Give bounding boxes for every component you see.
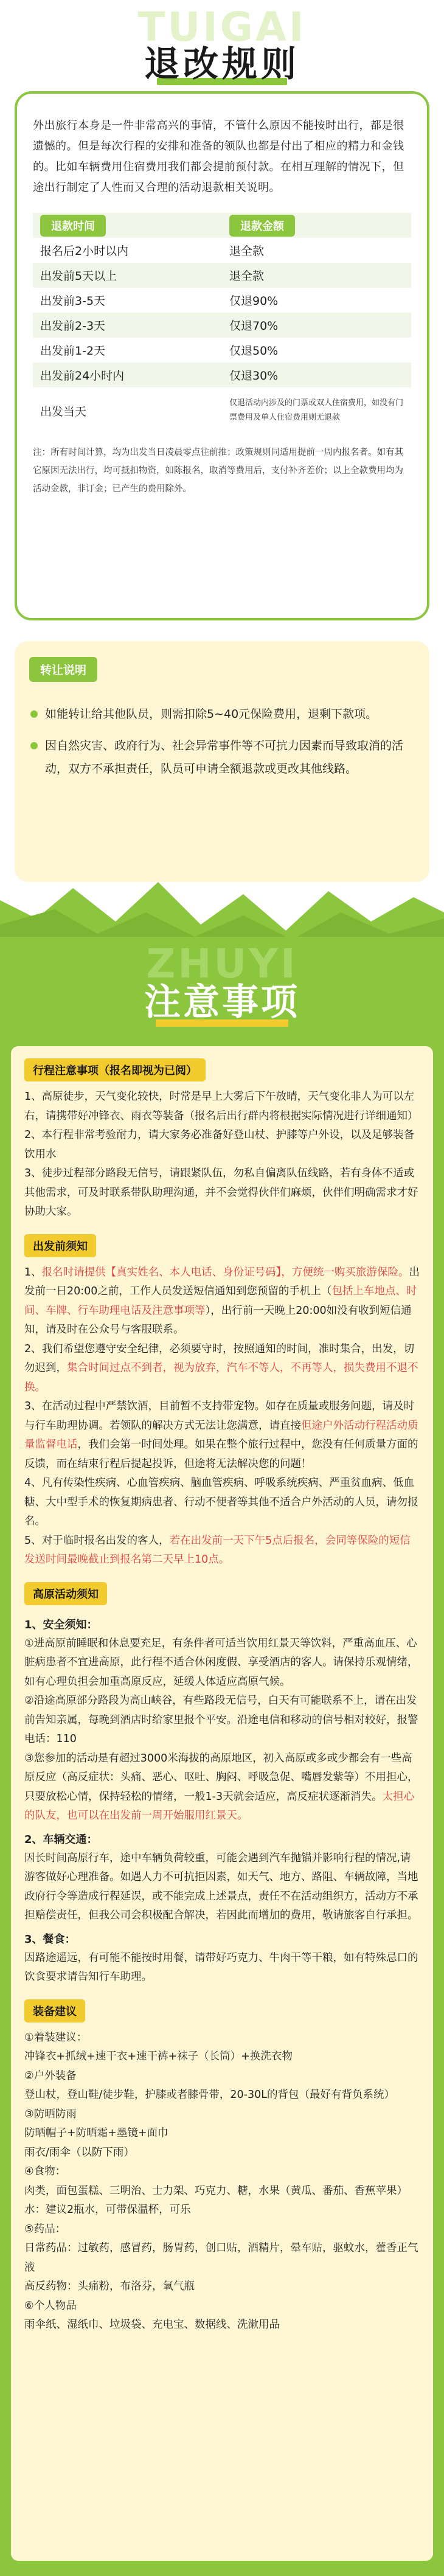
pre-departure-item-4: 4、凡有传染性疾病、心血管疾病、脑血管疾病、呼吸系统疾病、严重贫血病、低血糖、大中型手术的恢复期病患者、行动不便者等其他不适合户外活动的人员，请勿报名。 [24,1477,418,1527]
transfer-label: 转让说明 [29,657,97,682]
bullet-dot-icon [30,742,38,749]
itinerary-notice-title: 行程注意事项（报名即视为已阅） [24,1058,206,1081]
refund-rules-header [0,0,444,91]
gear-suggestion-title: 装备建议 [24,1999,85,2022]
itinerary-notice-text: 1、高原徒步，天气变化较快，时常是早上大雾后下午放晴，天气变化非人为可以左右，请携带好冲锋衣、雨衣等装备（报名后出行群内将根据实际情况进行详细通知） 2、本行程非常考验耐力，请大家务必准备好登山杖、护膝等户外设，以及足够装备饮用水 3、徒步过程部分路段无信号，请跟紧队伍，勿私自偏离队伍线路，若有身体不适或其他需求，可及时联系带队助理沟通，并不会觉得伙伴们麻烦，伙伴们明确需求才好协助大家。 [24,1091,418,1218]
transfer-list [29,703,415,780]
gear-suggestion-text: ①着装建议： 冲锋衣+抓绒+速干衣+速干裤+袜子（长筒）+换洗衣物 ②户外装备 登山杖，登山鞋/徒步鞋，护膝或者膝骨带，20-30L的背包（最好有背负系统） ③防晒防雨 防晒帽子+防晒霜+墨镜+面巾 雨衣/雨伞（以防下雨） ④食物： 肉类，面包蛋糕、三明治、士力架、巧克力、糖，水果（黄瓜、番茄、香蕉苹果） 水：建议2瓶水，可带保温杯，可乐 ⑤药品： 日常药品：过敏药，感冒药，肠胃药，创口贴，酒精片，晕车贴，驱蚊水，藿香正气液 高反药物：头痛粉，布洛芬，氧气瓶 ⑥个人物品 雨伞纸、湿纸巾、垃圾袋、充电宝、数据线、洗漱用品 [24,2031,418,2331]
refund-rules-card [15,91,429,620]
cell-time: 出发前1-2天 [33,338,222,363]
cell-time: 出发前2-3天 [33,313,222,338]
refund-table [33,213,411,434]
cell-time: 出发前5天以上 [33,263,222,288]
table-row [33,263,411,288]
meals-text: 因路途遥远，有可能不能按时用餐，请带好巧克力、牛肉干等干粮，如有特殊忌口的饮食要求请告知行车助理。 [24,1951,418,1983]
pre-departure-item-5: 5、对于临时报名出发的客人，若在出发前一天下午5点后报名，会同等保险的短信发送时间最晚截止到报名第二天早上10点。 [24,1534,411,1566]
table-row [33,387,411,434]
rules-intro: 外出旅行本身是一件非常高兴的事情，不管什么原因不能按时出行，都是很遗憾的。但是每次行程的安排和准备的领队也都是付出了相应的精力和金钱的。比如车辆费用住宿费用我们都会提前预付款。在相互理解的情况下，但途出行制定了人性而又合理的活动退款相关说明。 [33,119,404,194]
pre-departure-item-1: 1、报名时请提供【真实姓名、本人电话、身份证号码】，方便统一购买旅游保险。出发前一日20:00之前，工作人员发送短信通知到您预留的手机上（包括上车地点、时间、车牌、行车助理电话及注意事项等），出行前一天晚上20:00如没有收到短信通知，请及时在公众号与客服联系。 [24,1266,420,1336]
transport-subtitle: 2、车辆交通： [24,1833,98,1846]
page-title: 退改规则 [144,43,300,85]
safety-subtitle: 1、安全须知： [24,1618,98,1631]
section-title: 注意事项 [144,981,300,1024]
pre-departure-item-2: 2、我们希望您遵守安全纪律，必须要守时，按照通知的时间，准时集合，出发，切勿迟到，集合时间过点不到者，视为放弃，汽车不等人，不再等人，损失费用不退不换。 [24,1342,418,1394]
pre-departure-item-3: 3、在活动过程中严禁饮酒，目前暂不支持带宠物。如存在质量或服务问题，请及时与行车助理协调。若领队的解决方式无法让您满意，请直接但途户外活动行程活动质量监督电话，我们会第一时间处理。如果在整个旅行过程中，您没有任何质量方面的反馈，而在结束行程后提起投诉，但途将无法解决您的问题！ [24,1400,418,1470]
pre-departure-title: 出发前须知 [24,1234,96,1257]
notice-card [11,1046,433,2561]
cell-amount: 仅退50% [222,338,411,363]
cell-amount: 退全款 [222,263,411,288]
list-item [29,703,415,726]
table-row [33,338,411,363]
cell-time: 报名后2小时以内 [33,238,222,263]
table-row [33,288,411,313]
list-item [29,734,415,780]
cell-time: 出发前3-5天 [33,288,222,313]
cell-amount: 退全款 [222,238,411,263]
cell-amount: 仅退30% [222,363,411,387]
list-item-text: 因自然灾害、政府行为、社会异常事件等不可抗力因素而导致取消的活动，双方不承担责任，队员可申请全额退款或更改其他线路。 [45,739,404,776]
table-row [33,313,411,338]
header-refund-time: 退款时间 [40,215,106,237]
transport-text: 因长时间高原行车，途中车辆负荷较重，可能会遇到汽车抛锚并影响行程的情况,请游客做好心理准备。如遇人力不可抗拒因素，如天气、地方、路阻、车辆故障，当地政府行令等造成行程延误，或不能完成上述景点，责任不在活动组织方，活动方不承担赔偿责任，但我公司会积极配合解决，若因此而增加的费用，敬请旅客自行承担。 [24,1852,418,1922]
hero2-watermark-text: ZHUYI [146,940,298,987]
cell-amount: 仅退90% [222,288,411,313]
header-refund-amount: 退款金额 [229,215,295,237]
list-item-text: 如能转让给其他队员，则需扣除5~40元保险费用，退剩下款项。 [45,707,378,721]
table-header-row [33,213,411,238]
safety-text: ①进高原前睡眠和休息要充足，有条件者可适当饮用红景天等饮料，严重高血压、心脏病患者不宜进高原，此行程不适合休闲度假、享受酒店的客人。请保持乐观情绪，如有心理负担会加重高原反应，延缓人体适应高原气候。 ②沿途高原部分路段为高山峡谷，有些路段无信号，白天有可能联系不上，请在出发前告知亲属，每晚到酒店时给家里报个平安。沿途电信和移动的信号相对较好，报警电话：110 ③您参加的活动是有超过3000米海拔的高原地区，初入高原或多或少都会有一些高原反应（高反症状：头痛、恶心、呕吐、胸闷、呼吸急促、嘴唇发紫等）不用担心，只要放松心情，保持轻松的情绪，一般1-3天就会适应，高反症状逐渐消失。太担心的队友，也可以在出发前一周开始服用红景天。 [24,1637,418,1822]
cell-time: 出发前24小时内 [33,363,222,387]
table-row [33,363,411,387]
cell-amount-note: 仅退活动内涉及的门票或双人住宿费用，如没有门票费用及单人住宿费用则无退款 [222,387,411,434]
table-row [33,238,411,263]
meals-subtitle: 3、餐食： [24,1932,76,1946]
bullet-dot-icon [30,710,38,718]
plateau-notice-title: 高原活动须知 [24,1582,107,1605]
cell-amount: 仅退70% [222,313,411,338]
notice-section [0,937,444,2576]
transfer-card [15,641,429,882]
hero-watermark-text: TUIGAI [137,4,307,50]
rules-footnote: 注：所有时间计算，均为出发当日凌晨零点往前推；政策规则同适用提前一周内报名者。如有其它原因无法出行，均可抵扣物资，如陈报名，取消等费用后，支付补齐差价；以上全款费用均为活动金款，非订金；已产生的费用除外。 [33,448,403,494]
cell-time: 出发当天 [33,387,222,434]
